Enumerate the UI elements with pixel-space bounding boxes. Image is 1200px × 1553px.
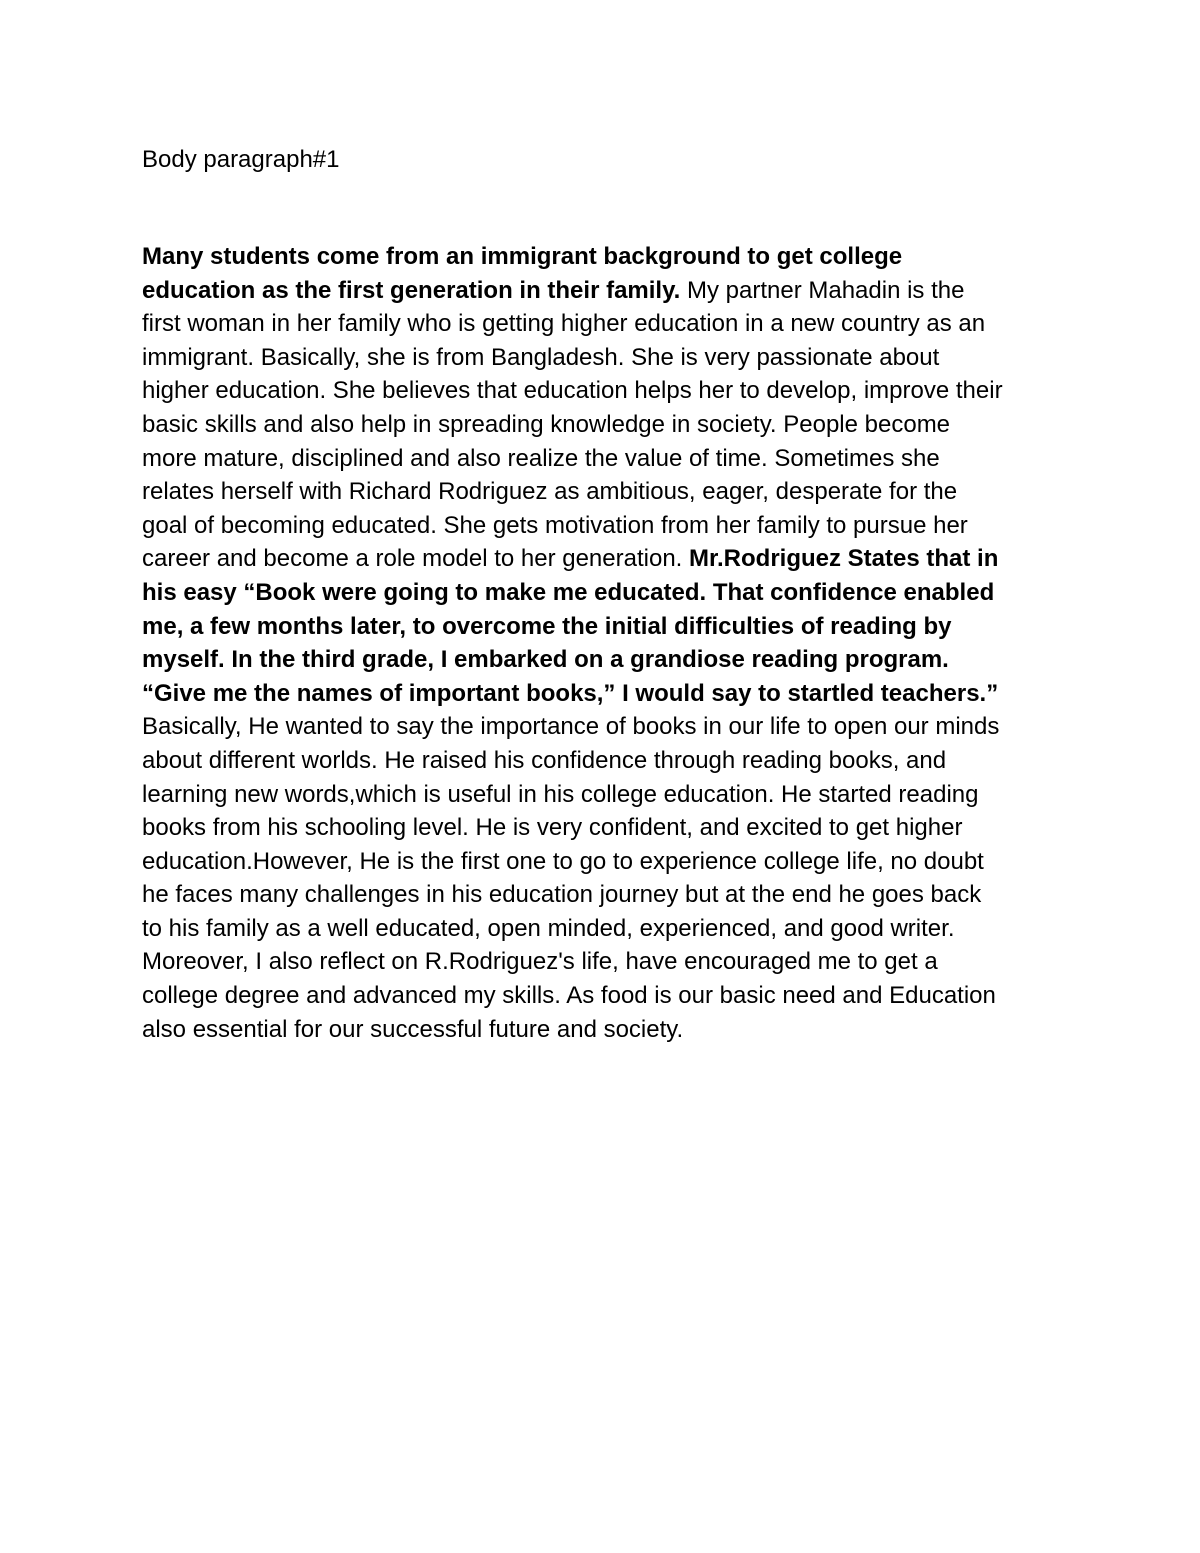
bold-text-run: me, a few months later, to overcome the initial difficulties of reading by (142, 612, 952, 640)
paragraph-line (142, 374, 1072, 408)
text-run: education.However, He is the first one to go to experience college life, no doubt (142, 847, 984, 875)
paragraph-line (142, 945, 1072, 979)
paragraph-line (142, 979, 1072, 1013)
paragraph-line (142, 307, 1072, 341)
bold-text-run: Many students come from an immigrant background to get college (142, 243, 903, 270)
text-run: learning new words,which is useful in his college education. He started reading (142, 780, 979, 808)
paragraph-line (142, 442, 1072, 476)
text-run: about different worlds. He raised his confidence through reading books, and (142, 746, 947, 774)
paragraph-line (142, 643, 1072, 677)
paragraph-line (142, 240, 1072, 274)
bold-text-run: myself. In the third grade, I embarked on a grandiose reading program. (142, 646, 949, 674)
paragraph-line (142, 509, 1072, 543)
text-run: to his family as a well educated, open minded, experienced, and good writer. (142, 914, 955, 942)
paragraph-line (142, 744, 1072, 778)
text-run: immigrant. Basically, she is from Bangladesh. She is very passionate about (142, 343, 940, 371)
paragraph-line (142, 610, 1072, 644)
text-run: first woman in her family who is getting higher education in a new country as an (142, 310, 986, 338)
paragraph-line (142, 274, 1072, 308)
paragraph-line (142, 878, 1072, 912)
text-run: also essential for our successful future and society. (142, 1015, 684, 1043)
body-paragraph (142, 240, 1072, 1046)
bold-text-run: Mr.Rodriguez States that in (689, 545, 999, 573)
paragraph-line (142, 677, 1072, 711)
text-run: college degree and advanced my skills. As food is our basic need and Education (142, 982, 996, 1010)
text-run: books from his schooling level. He is very confident, and excited to get higher (142, 814, 963, 842)
paragraph-line (142, 1013, 1072, 1047)
text-run: goal of becoming educated. She gets motivation from her family to pursue her (142, 511, 968, 539)
paragraph-line (142, 542, 1072, 576)
bold-text-run: his easy “Book were going to make me educated. That confidence enabled (142, 578, 995, 606)
text-run: more mature, disciplined and also realize the value of time. Sometimes she (142, 444, 940, 472)
paragraph-line (142, 408, 1072, 442)
paragraph-line (142, 341, 1072, 375)
paragraph-line (142, 845, 1072, 879)
paragraph-line (142, 778, 1072, 812)
bold-text-run: “Give me the names of important books,” I would say to startled teachers.” (142, 679, 999, 707)
paragraph-line (142, 811, 1072, 845)
paragraph-line (142, 576, 1072, 610)
paragraph-line (142, 710, 1072, 744)
text-run: higher education. She believes that education helps her to develop, improve their (142, 377, 1003, 405)
bold-text-run: education as the first generation in their family. (142, 276, 681, 304)
text-run: relates herself with Richard Rodriguez as ambitious, eager, desperate for the (142, 478, 958, 506)
text-run: career and become a role model to her generation. (142, 545, 689, 573)
text-run: Basically, He wanted to say the importance of books in our life to open our minds (142, 713, 1000, 741)
text-run: My partner Mahadin is the (680, 276, 965, 304)
text-run: he faces many challenges in his education journey but at the end he goes back (142, 881, 982, 909)
text-run: basic skills and also help in spreading knowledge in society. People become (142, 410, 951, 438)
paragraph-line (142, 475, 1072, 509)
text-run: Moreover, I also reflect on R.Rodriguez's life, have encouraged me to get a (142, 948, 938, 976)
paragraph-line (142, 912, 1072, 946)
document-heading: Body paragraph#1 (142, 146, 340, 173)
